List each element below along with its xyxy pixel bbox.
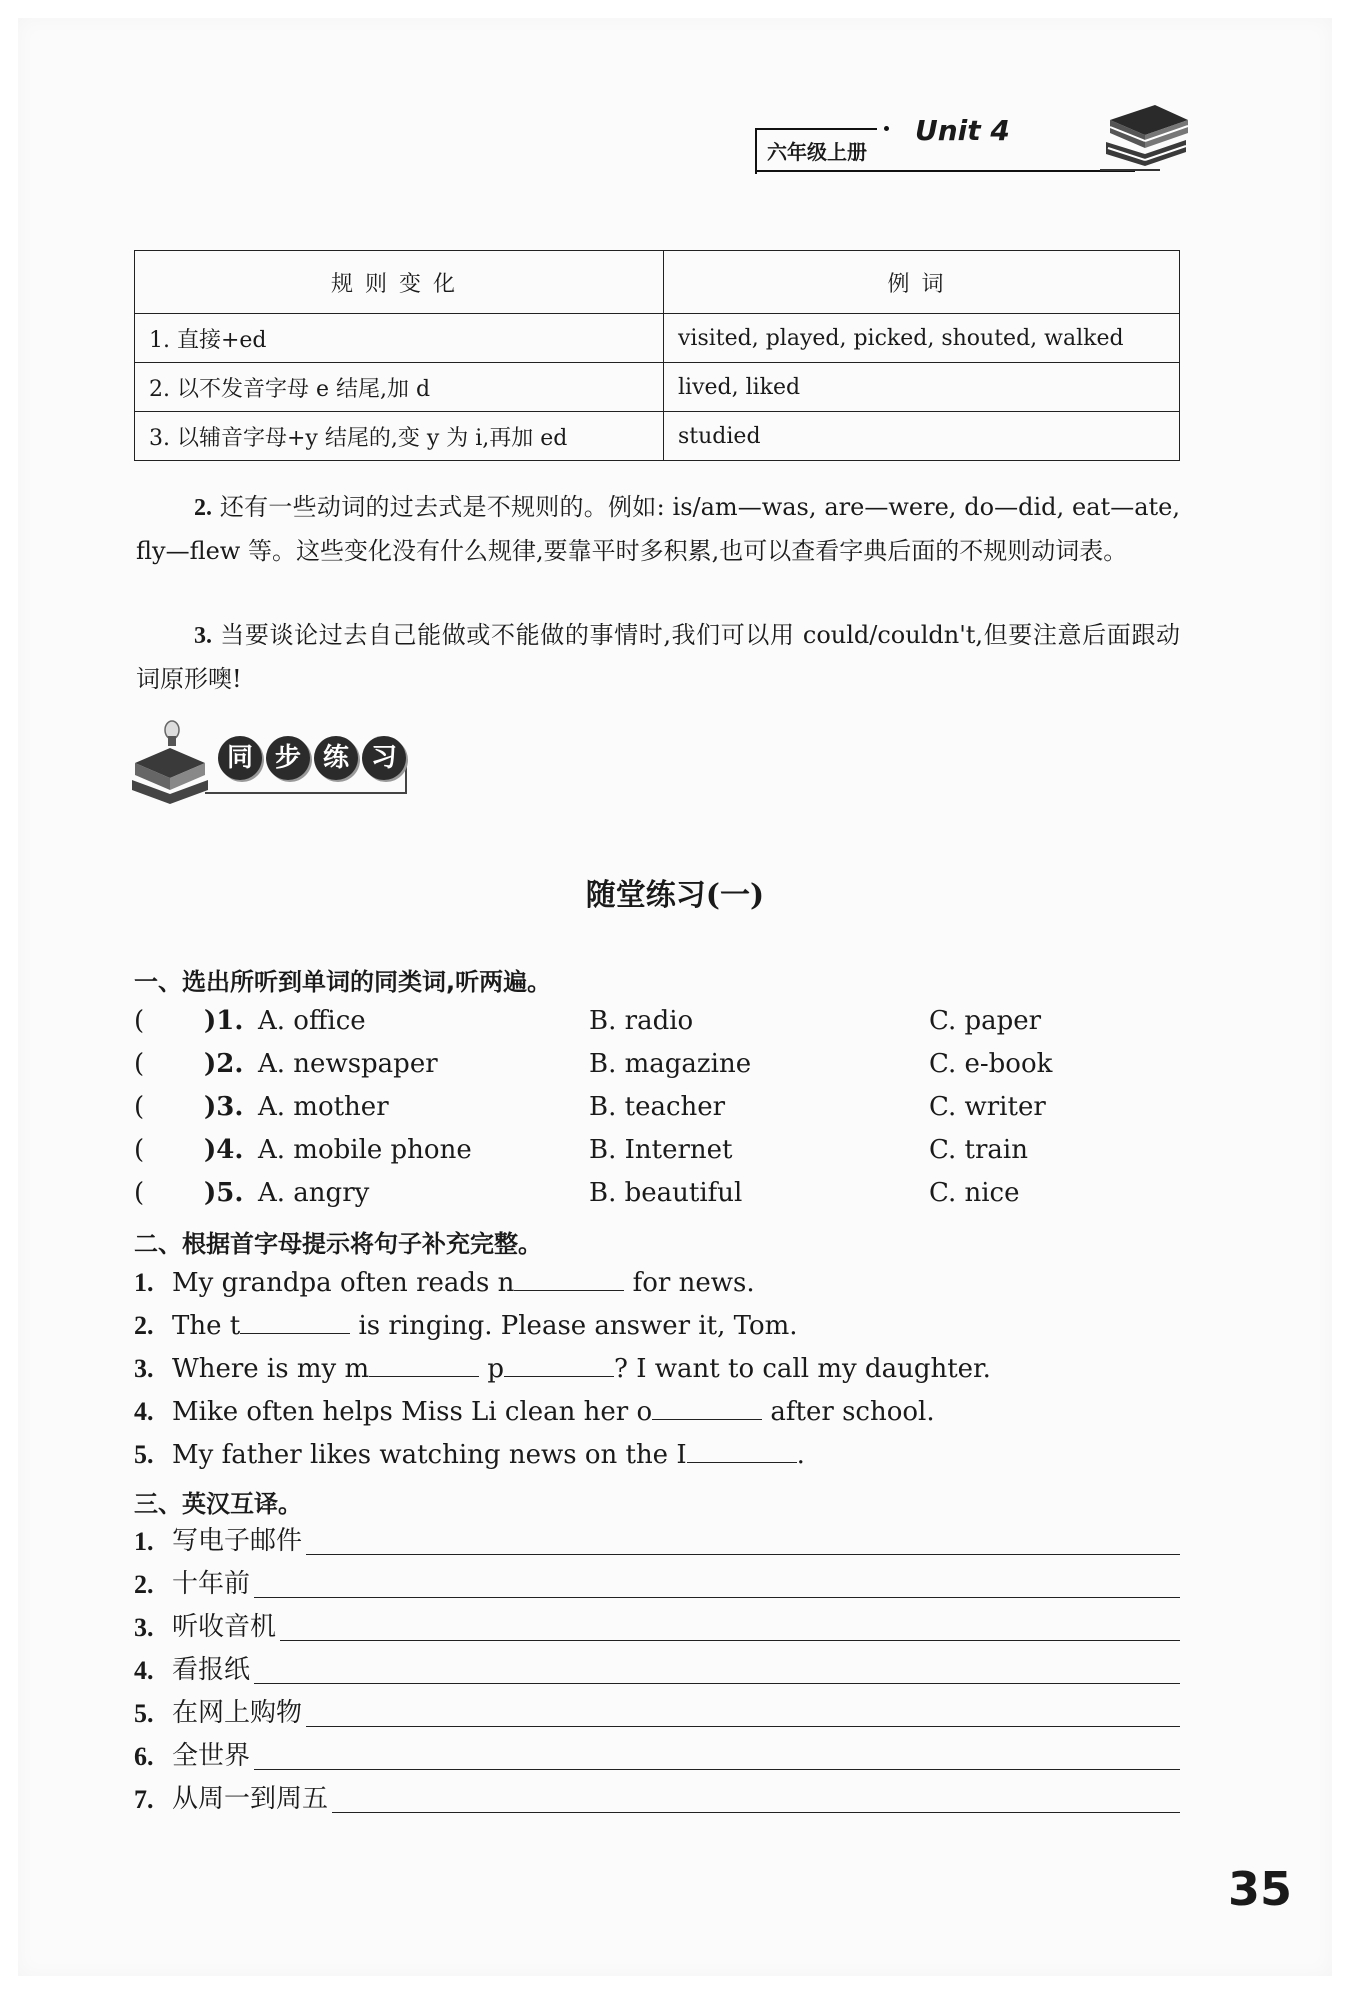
book-stack-icon <box>1100 100 1190 175</box>
table-row <box>135 314 1180 363</box>
table-row <box>135 363 1180 412</box>
question-number: 4. <box>134 1397 154 1426</box>
sentence-end: after school. <box>762 1397 935 1427</box>
answer-paren: ( <box>134 1092 145 1122</box>
translation-prompt: 写电子邮件 <box>172 1526 303 1556</box>
sentence-end: ? I want to call my daughter. <box>614 1354 991 1384</box>
question-number: 3. <box>134 1613 154 1642</box>
fill-sentence <box>134 1432 1180 1477</box>
answer-blank[interactable] <box>652 1389 762 1420</box>
question-number: )3. <box>204 1092 244 1122</box>
practice-badge <box>218 736 406 780</box>
part1-heading: 一、选出所听到单词的同类词,听两遍。 <box>134 968 552 996</box>
page-number: 35 <box>1228 1862 1293 1916</box>
badge-char: 练 <box>314 736 358 780</box>
sentence-middle: p <box>479 1354 505 1384</box>
question-number: )2. <box>204 1049 244 1079</box>
sentence-end: for news. <box>624 1268 755 1298</box>
question-number: )4. <box>204 1135 244 1165</box>
option-b: B. Internet <box>589 1135 733 1165</box>
examples-cell: studied <box>664 412 1180 461</box>
sentence-start: Mike often helps Miss Li clean her o <box>172 1397 653 1427</box>
part2-heading: 二、根据首字母提示将句子补充完整。 <box>134 1230 542 1258</box>
table-header-rule: 规则变化 <box>135 251 664 314</box>
fill-sentence <box>134 1389 1180 1434</box>
note-number: 2. <box>194 495 212 521</box>
translation-prompt: 从周一到周五 <box>172 1784 329 1814</box>
answer-line[interactable] <box>280 1606 1180 1641</box>
note-could <box>136 614 1180 701</box>
section-title: 随堂练习(一) <box>585 878 765 913</box>
note-irregular-verbs <box>136 486 1180 573</box>
sentence-start: The t <box>172 1311 241 1341</box>
answer-line[interactable] <box>254 1649 1180 1684</box>
translation-prompt: 在网上购物 <box>172 1698 303 1728</box>
choice-question <box>134 1086 1180 1129</box>
option-c: C. train <box>929 1135 1028 1165</box>
translation-prompt: 十年前 <box>172 1569 251 1599</box>
answer-paren: ( <box>134 1135 145 1165</box>
answer-paren: ( <box>134 1006 145 1036</box>
grade-label: 六年级上册 <box>755 128 877 174</box>
question-number: 7. <box>134 1785 154 1814</box>
question-number: 5. <box>134 1440 154 1469</box>
table-row <box>135 412 1180 461</box>
question-number: 5. <box>134 1699 154 1728</box>
question-number: 2. <box>134 1570 154 1599</box>
answer-blank[interactable] <box>514 1260 624 1291</box>
note-text: 当要谈论过去自己能做或不能做的事情时,我们可以用 could/couldn't,但要注意后面跟动词原形噢! <box>136 621 1180 693</box>
translation-item <box>134 1649 1180 1692</box>
option-a: A. angry <box>258 1178 370 1208</box>
translation-item <box>134 1692 1180 1735</box>
option-c: C. nice <box>929 1178 1020 1208</box>
badge-char: 习 <box>362 736 406 780</box>
unit-title: Unit 4 <box>915 114 1010 147</box>
option-b: B. teacher <box>589 1092 726 1122</box>
option-c: C. paper <box>929 1006 1042 1036</box>
option-a: A. office <box>258 1006 366 1036</box>
answer-blank[interactable] <box>240 1303 350 1334</box>
translation-item <box>134 1520 1180 1563</box>
question-number: 6. <box>134 1742 154 1771</box>
answer-line[interactable] <box>254 1735 1180 1770</box>
examples-cell: visited, played, picked, shouted, walked <box>664 314 1180 363</box>
answer-blank[interactable] <box>687 1432 797 1463</box>
option-b: B. magazine <box>589 1049 752 1079</box>
sentence-end: is ringing. Please answer it, Tom. <box>350 1311 798 1341</box>
sentence-start: My grandpa often reads n <box>172 1268 515 1298</box>
translation-item <box>134 1778 1180 1821</box>
rule-cell: 3. 以辅音字母+y 结尾的,变 y 为 i,再加 ed <box>135 412 664 461</box>
answer-paren: ( <box>134 1178 145 1208</box>
translation-prompt: 看报纸 <box>172 1655 251 1685</box>
fill-sentence <box>134 1260 1180 1305</box>
option-b: B. beautiful <box>589 1178 743 1208</box>
question-number: )5. <box>204 1178 244 1208</box>
choice-question <box>134 1000 1180 1043</box>
note-number: 3. <box>194 623 212 649</box>
question-number: 4. <box>134 1656 154 1685</box>
translation-prompt: 听收音机 <box>172 1612 277 1642</box>
question-number: 1. <box>134 1527 154 1556</box>
choice-question <box>134 1129 1180 1172</box>
rule-cell: 2. 以不发音字母 e 结尾,加 d <box>135 363 664 412</box>
question-number: 2. <box>134 1311 154 1340</box>
fill-sentence <box>134 1346 1180 1391</box>
option-a: A. mother <box>258 1092 389 1122</box>
translation-prompt: 全世界 <box>172 1741 251 1771</box>
badge-char: 步 <box>266 736 310 780</box>
translation-item <box>134 1563 1180 1606</box>
answer-line[interactable] <box>254 1563 1180 1598</box>
translation-item <box>134 1606 1180 1649</box>
question-number: )1. <box>204 1006 244 1036</box>
answer-paren: ( <box>134 1049 145 1079</box>
choice-question <box>134 1172 1180 1215</box>
option-a: A. newspaper <box>258 1049 438 1079</box>
note-text: 还有一些动词的过去式是不规则的。例如: is/am—was, are—were, do—did, eat—ate, fly—flew 等。这些变化没有什么规律,要靠平时多积累,也可以查看字典后面的不规则动词表。 <box>136 493 1180 565</box>
answer-line[interactable] <box>306 1692 1180 1727</box>
header-dot <box>884 126 889 131</box>
sentence-start: My father likes watching news on the I <box>172 1440 687 1470</box>
option-a: A. mobile phone <box>258 1135 472 1165</box>
answer-blank[interactable] <box>504 1346 614 1377</box>
sentence-end: . <box>796 1440 805 1470</box>
option-b: B. radio <box>589 1006 694 1036</box>
question-number: 3. <box>134 1354 154 1383</box>
answer-line[interactable] <box>332 1778 1180 1813</box>
option-c: C. writer <box>929 1092 1046 1122</box>
part3-heading: 三、英汉互译。 <box>134 1490 302 1518</box>
answer-line[interactable] <box>306 1520 1180 1555</box>
choice-question <box>134 1043 1180 1086</box>
table-header-examples: 例词 <box>664 251 1180 314</box>
question-number: 1. <box>134 1268 154 1297</box>
header-rule <box>755 170 1135 172</box>
badge-char: 同 <box>218 736 262 780</box>
table-header-row <box>135 251 1180 314</box>
past-tense-rules-table <box>134 250 1180 461</box>
examples-cell: lived, liked <box>664 363 1180 412</box>
answer-blank[interactable] <box>369 1346 479 1377</box>
translation-item <box>134 1735 1180 1778</box>
rule-cell: 1. 直接+ed <box>135 314 664 363</box>
fill-sentence <box>134 1303 1180 1348</box>
option-c: C. e-book <box>929 1049 1053 1079</box>
sentence-start: Where is my m <box>172 1354 370 1384</box>
